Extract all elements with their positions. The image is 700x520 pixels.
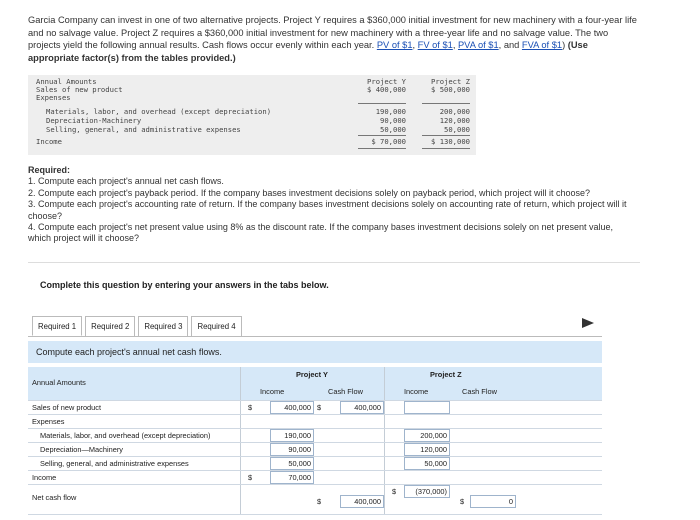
col-header-z-cash-flow: Cash Flow xyxy=(462,387,497,396)
given-value-z: 200,000 xyxy=(439,107,470,116)
given-label: Materials, labor, and overhead (except depreciation) xyxy=(46,107,272,116)
col-header-z-income: Income xyxy=(404,387,429,396)
intro-instruction: (Use appropriate factor(s) from the tables provided.) xyxy=(28,40,588,63)
given-data-table xyxy=(28,75,476,155)
row-label-selling: Selling, general, and administrative expenses xyxy=(40,459,189,468)
row-label-income: Income xyxy=(32,473,57,482)
given-row xyxy=(28,94,476,103)
given-value-y: 190,000 xyxy=(375,107,406,116)
given-label: Expenses xyxy=(36,93,71,102)
col-divider xyxy=(240,367,241,515)
y-income-depreciation-input[interactable]: 90,000 xyxy=(270,443,314,456)
row-label-net-cash-flow: Net cash flow xyxy=(32,493,77,502)
z-income-depreciation-input[interactable]: 120,000 xyxy=(404,443,450,456)
y-net-cash-flow-input[interactable]: 400,000 xyxy=(340,495,384,508)
answer-table xyxy=(28,367,602,515)
col-header-annual-amounts: Annual Amounts xyxy=(32,378,86,387)
tab-required-3[interactable]: Required 3 xyxy=(138,316,188,336)
y-income-selling-input[interactable]: 50,000 xyxy=(270,457,314,470)
y-income-sales-input[interactable]: 400,000 xyxy=(270,401,314,414)
given-row xyxy=(28,126,476,135)
row-divider xyxy=(28,414,602,415)
given-divider xyxy=(358,103,406,104)
given-value-y: $ 400,000 xyxy=(367,85,406,94)
y-income-income-input[interactable]: 70,000 xyxy=(270,471,314,484)
given-row xyxy=(28,138,476,147)
row-divider xyxy=(28,442,602,443)
row-divider xyxy=(28,456,602,457)
required-item-2: 2. Compute each project's payback period. If the company bases investment decisions solely on payback period, which project will it choose? xyxy=(28,187,591,198)
given-col-y: Project Y xyxy=(367,77,406,86)
tab-required-1[interactable]: Required 1 xyxy=(32,316,82,336)
tab-underline xyxy=(28,336,602,337)
row-label-sales: Sales of new product xyxy=(32,403,102,412)
row-divider xyxy=(28,484,602,485)
cursor-arrow-icon xyxy=(582,318,594,328)
pv-link[interactable]: PV of $1 xyxy=(376,40,413,50)
problem-intro: Garcia Company can invest in one of two alternative projects. Project Y requires a $360,000 initial investment for new machinery with a four-year life and no salvage value. Project Z requires a $360,000 initial investment for new machinery with a three-year life and no salvage value. The two projects yield the following annual results. Cash flows occur evenly within each year. PV of $1, FV of $1, PVA of $1, and FVA of $1) (Use appropriate factor(s) from the tables provided.) xyxy=(28,15,637,63)
row-label-depreciation: Depreciation—Machinery xyxy=(40,445,123,454)
dollar-sign: $ xyxy=(248,403,253,412)
z-income-materials-input[interactable]: 200,000 xyxy=(404,429,450,442)
given-label: Selling, general, and administrative expenses xyxy=(46,125,241,134)
dollar-sign: $ xyxy=(317,403,322,412)
answer-instructions: Complete this question by entering your answers in the tabs below. xyxy=(40,280,329,290)
fva-link[interactable]: FVA of $1 xyxy=(521,40,563,50)
required-item-1: 1. Compute each project's annual net cash flows. xyxy=(28,176,224,187)
given-col-z: Project Z xyxy=(431,77,470,86)
row-divider xyxy=(28,400,602,401)
row-divider xyxy=(28,428,602,429)
row-label-materials: Materials, labor, and overhead (except depreciation) xyxy=(40,431,211,440)
z-income-income-input[interactable]: (370,000) xyxy=(404,485,450,498)
dollar-sign: $ xyxy=(317,497,322,506)
z-income-sales-input[interactable] xyxy=(404,401,450,414)
col-divider xyxy=(384,367,385,515)
dollar-sign: $ xyxy=(460,497,465,506)
col-header-y-cash-flow: Cash Flow xyxy=(328,387,363,396)
required-tabs xyxy=(32,316,245,336)
row-divider xyxy=(28,470,602,471)
dollar-sign: $ xyxy=(248,473,253,482)
tab-required-4[interactable]: Required 4 xyxy=(191,316,241,336)
given-value-y: 90,000 xyxy=(380,116,406,125)
y-income-materials-input[interactable]: 190,000 xyxy=(270,429,314,442)
required-item-3: 3. Compute each project's accounting rate of return. If the company bases investment decisions solely on accounting rate of return, which project will it choose? xyxy=(28,199,627,221)
given-label: Depreciation-Machinery xyxy=(46,116,142,125)
given-value-z: 50,000 xyxy=(444,125,470,134)
given-value-z: $ 130,000 xyxy=(431,137,470,146)
required-list xyxy=(28,165,628,245)
tab-required-2[interactable]: Required 2 xyxy=(85,316,135,336)
given-label: Sales of new product xyxy=(36,85,123,94)
given-value-z: 120,000 xyxy=(439,116,470,125)
given-value-y: 50,000 xyxy=(380,125,406,134)
required-heading: Required: xyxy=(28,165,71,175)
dollar-sign: $ xyxy=(392,487,397,496)
given-value-z: $ 500,000 xyxy=(431,85,470,94)
col-header-project-y: Project Y xyxy=(296,370,328,379)
given-value-y: $ 70,000 xyxy=(371,137,406,146)
given-label: Income xyxy=(36,137,62,146)
pva-link[interactable]: PVA of $1 xyxy=(457,40,499,50)
given-divider xyxy=(422,148,470,149)
given-divider xyxy=(422,135,470,136)
y-cash-sales-input[interactable]: 400,000 xyxy=(340,401,384,414)
fv-link[interactable]: FV of $1 xyxy=(417,40,453,50)
row-label-expenses: Expenses xyxy=(32,417,65,426)
given-divider xyxy=(422,103,470,104)
z-net-cash-flow-input[interactable]: 0 xyxy=(470,495,516,508)
given-divider xyxy=(358,135,406,136)
given-divider xyxy=(358,148,406,149)
col-header-y-income: Income xyxy=(260,387,285,396)
question-prompt: Compute each project's annual net cash flows. xyxy=(28,341,602,363)
intro-text: Garcia Company can invest in one of two alternative projects. Project Y requires a $360,000 initial investment for new machinery with a four-year life and no salvage value. Project Z requires a $360,000 initial investment for new machinery with a three-year life and no salvage value. The two projects yield the following annual results. Cash flows occur evenly within each year. xyxy=(28,15,637,50)
col-header-project-z: Project Z xyxy=(430,370,462,379)
row-divider xyxy=(28,514,602,515)
given-label: Annual Amounts xyxy=(36,77,97,86)
z-income-selling-input[interactable]: 50,000 xyxy=(404,457,450,470)
required-item-4: 4. Compute each project's net present value using 8% as the discount rate. If the company bases investment decisions solely on net present value, which project will it choose? xyxy=(28,222,614,244)
